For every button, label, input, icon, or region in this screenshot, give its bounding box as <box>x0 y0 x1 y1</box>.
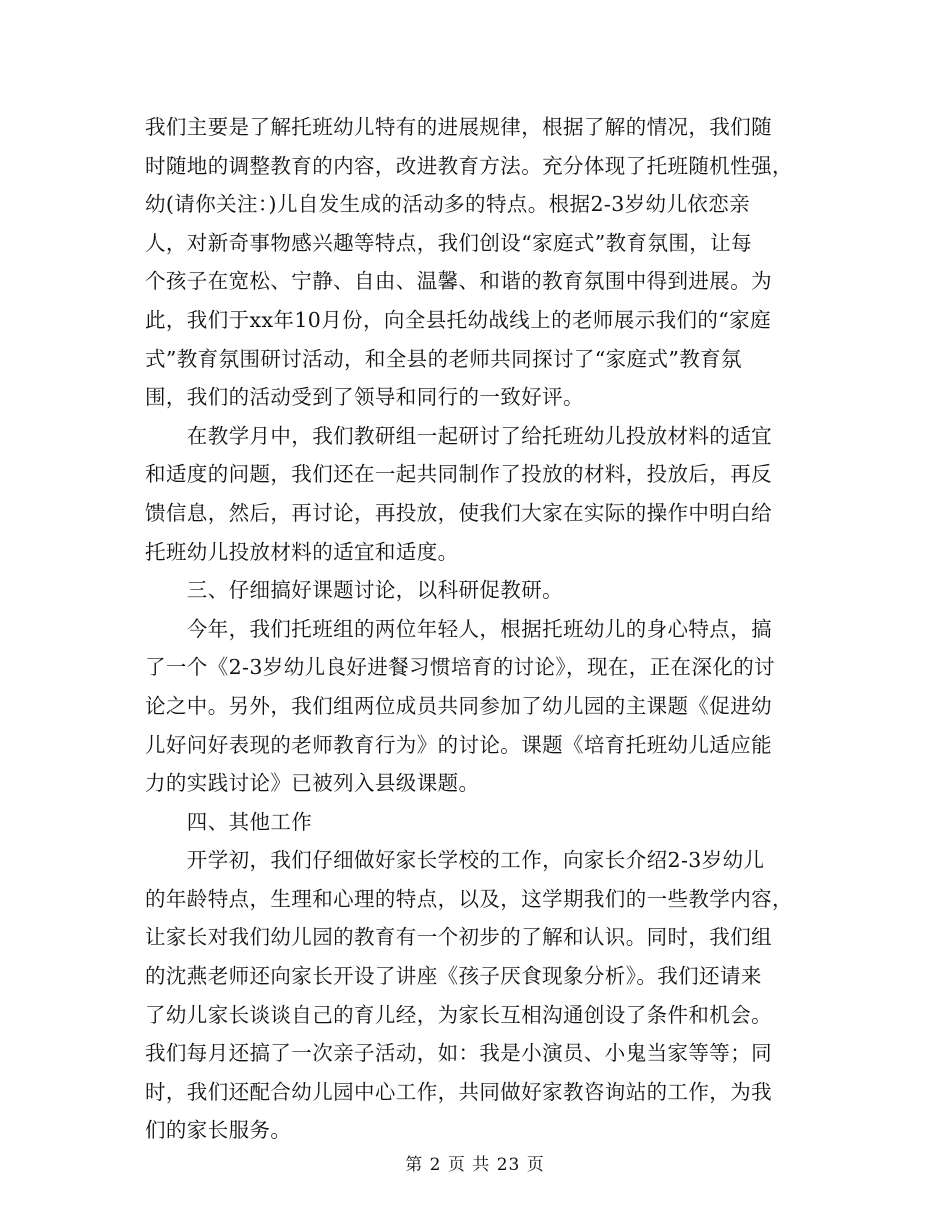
text-line: 们的家长服务。 <box>145 1118 292 1143</box>
text-line: 幼(请你关注：)儿自发生成的活动多的特点。根据2-3岁幼儿依恋亲 <box>145 192 751 217</box>
text-line: 式”教育氛围研讨活动，和全县的老师共同探讨了“家庭式”教育氛 <box>145 346 742 371</box>
text-line: 时随地的调整教育的内容，改进教育方法。充分体现了托班随机性强， <box>145 153 793 178</box>
text-line: 馈信息，然后，再讨论，再投放，使我们大家在实际的操作中明白给 <box>145 500 772 525</box>
text-line: 开学初，我们仔细做好家长学校的工作，向家长介绍2-3岁幼儿 <box>145 848 765 873</box>
section-heading: 四、其他工作 <box>145 809 313 834</box>
text-line: 和适度的问题，我们还在一起共同制作了投放的材料，投放后，再反 <box>145 462 772 487</box>
text-line: 论之中。另外，我们组两位成员共同参加了幼儿园的主课题《促进幼 <box>145 693 772 718</box>
text-line: 了幼儿家长谈谈自己的育儿经，为家长互相沟通创设了条件和机会。 <box>145 1002 772 1027</box>
text-line: 了一个《2-3岁幼儿良好进餐习惯培育的讨论》，现在，正在深化的讨 <box>145 655 776 680</box>
text-line: 力的实践讨论》已被列入县级课题。 <box>145 771 480 796</box>
text-line: 的年龄特点，生理和心理的特点，以及，这学期我们的一些教学内容， <box>145 886 793 911</box>
page-number-footer: 第 2 页 共 23 页 <box>405 1155 545 1175</box>
body-text <box>145 108 815 1150</box>
text-line: 个孩子在宽松、宁静、自由、温馨、和谐的教育氛围中得到进展。为 <box>145 269 772 294</box>
text-line: 儿好问好表现的老师教育行为》的讨论。课题《培育托班幼儿适应能 <box>145 732 772 757</box>
text-line: 我们主要是了解托班幼儿特有的进展规律，根据了解的情况，我们随 <box>145 115 772 139</box>
text-line: 我们每月还搞了一次亲子活动，如：我是小演员、小鬼当家等等；同 <box>145 1041 772 1066</box>
text-line: 人，对新奇事物感兴趣等特点，我们创设“家庭式”教育氛围，让每 <box>145 230 752 255</box>
text-line: 让家长对我们幼儿园的教育有一个初步的了解和认识。同时，我们组 <box>145 925 772 950</box>
text-line: 今年，我们托班组的两位年轻人，根据托班幼儿的身心特点，搞 <box>145 616 772 641</box>
text-line: 的沈燕老师还向家长开设了讲座《孩子厌食现象分析》。我们还请来 <box>145 964 762 989</box>
text-line: 此，我们于xx年10月份，向全县托幼战线上的老师展示我们的“家庭 <box>145 307 771 332</box>
text-line: 托班幼儿投放材料的适宜和适度。 <box>145 539 459 564</box>
text-line: 在教学月中，我们教研组一起研讨了给托班幼儿投放材料的适宜 <box>145 423 772 448</box>
section-heading: 三、仔细搞好课题讨论，以科研促教研。 <box>145 578 563 603</box>
text-line: 时，我们还配合幼儿园中心工作，共同做好家教咨询站的工作，为我 <box>145 1079 772 1104</box>
text-line: 围，我们的活动受到了领导和同行的一致好评。 <box>145 385 584 410</box>
